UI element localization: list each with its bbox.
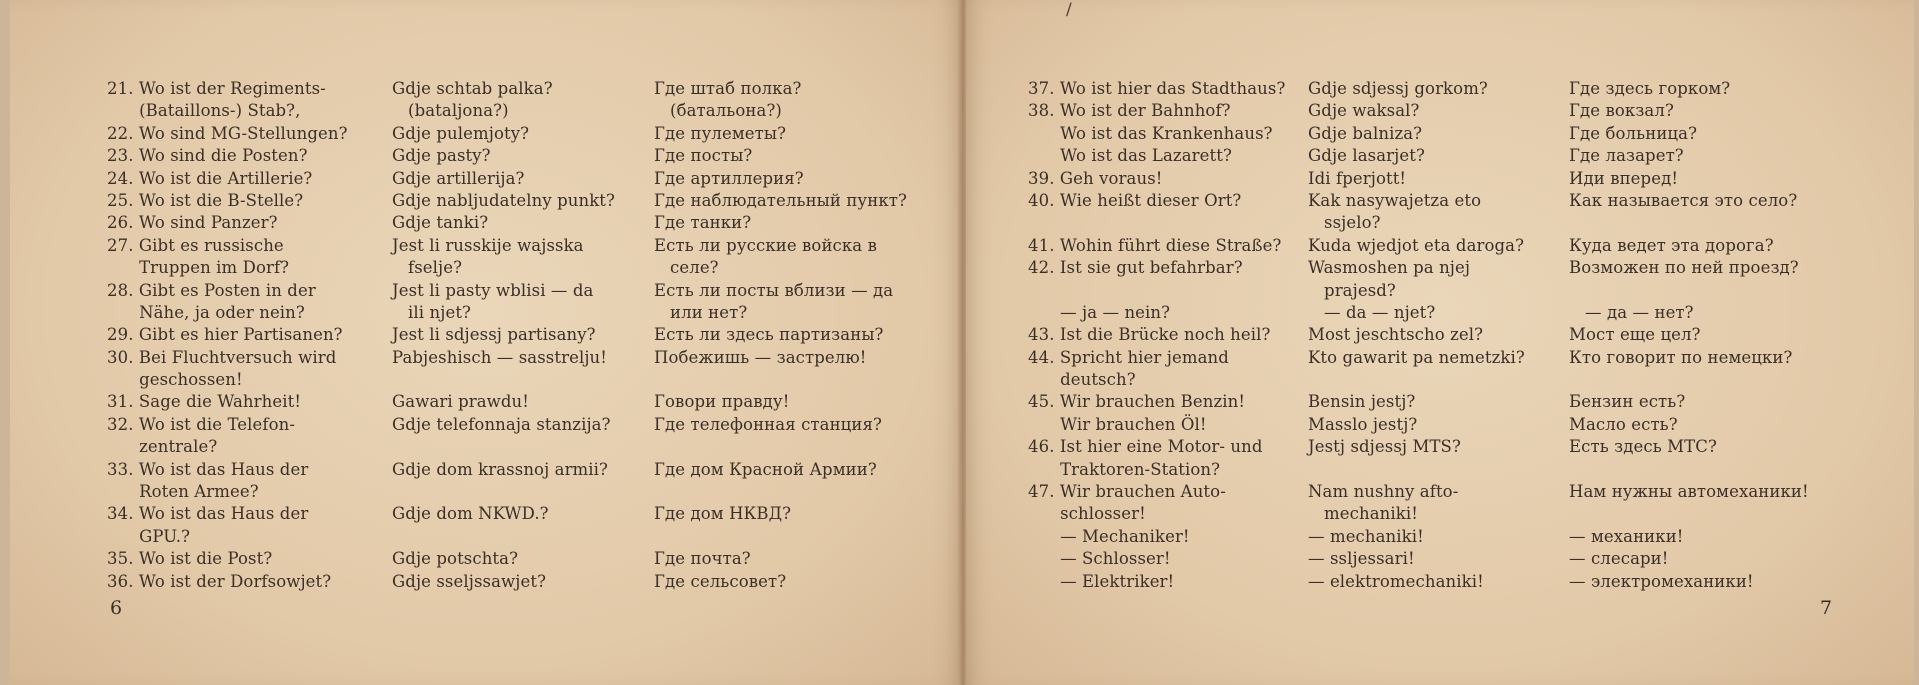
text-line: Кто говорит по немецки? <box>1569 347 1793 367</box>
text-line: Где танки? <box>654 213 752 233</box>
text-line <box>1028 212 1303 234</box>
text-line: 40. Wie heißt dieser Ort? <box>1028 190 1242 210</box>
text-line: 24. Wo ist die Artillerie? <box>107 168 313 188</box>
text-line: Где здесь горком? <box>1569 79 1731 98</box>
text-line: 43. Ist die Brücke noch heil? <box>1028 325 1271 345</box>
text-line: Masslo jestj? <box>1308 414 1418 434</box>
text-line: Jestj sdjessj MTS? <box>1308 437 1461 457</box>
text-line: 38. Wo ist der Bahnhof? <box>1028 101 1231 121</box>
text-line: Truppen im Dorf? <box>107 258 290 278</box>
text-line: Gdje waksal? <box>1308 101 1420 121</box>
text-line: ili njet? <box>392 302 471 322</box>
text-line: Как называется это село? <box>1569 190 1798 210</box>
text-line <box>654 369 954 391</box>
text-line: Где телефонная станция? <box>654 414 882 434</box>
text-line: Бензин есть? <box>1569 392 1686 412</box>
text-line: 34. Wo ist das Haus der <box>107 504 309 524</box>
text-line <box>392 436 662 458</box>
text-line: Gdje dom krassnoj armii? <box>392 459 609 479</box>
text-line: Где наблюдательный пункт? <box>654 190 907 210</box>
text-line: — ssljessari! <box>1308 549 1415 569</box>
text-line: 22. Wo sind MG-Stellungen? <box>107 123 348 143</box>
text-line <box>1569 459 1879 481</box>
transliteration-column <box>1308 78 1573 593</box>
text-line <box>654 526 954 548</box>
text-line: (Bataillons-) Stab?, <box>107 101 301 121</box>
text-line <box>1028 280 1303 302</box>
text-line: Gdje tanki? <box>392 213 489 233</box>
text-line: Pabjeshisch — sasstrelju! <box>392 347 608 367</box>
text-line: Где дом Красной Армии? <box>654 459 877 479</box>
text-line: Roten Armee? <box>107 482 259 502</box>
text-line: — da — njet? <box>1308 302 1436 322</box>
text-line: Где пулеметы? <box>654 123 787 143</box>
text-line: Масло есть? <box>1569 414 1678 434</box>
text-line: Говори правду! <box>654 392 790 412</box>
text-line: 39. Geh voraus! <box>1028 168 1163 188</box>
text-line: 35. Wo ist die Post? <box>107 549 273 569</box>
german-column <box>1028 78 1303 593</box>
text-line: 46. Ist hier eine Motor- und <box>1028 437 1263 457</box>
text-line: Traktoren-Station? <box>1028 459 1221 479</box>
text-line <box>1569 212 1879 234</box>
text-line: — слесари! <box>1569 549 1669 569</box>
text-line: 42. Ist sie gut befahrbar? <box>1028 258 1243 278</box>
text-line: geschossen! <box>107 370 243 390</box>
text-line: Где лазарет? <box>1569 146 1684 166</box>
text-line: 33. Wo ist das Haus der <box>107 459 309 479</box>
text-line: Wo ist das Lazarett? <box>1028 146 1232 166</box>
text-line: 45. Wir brauchen Benzin! <box>1028 392 1246 412</box>
text-line: Куда ведет эта дорога? <box>1569 235 1774 255</box>
text-line: — Schlosser! <box>1028 549 1171 569</box>
text-line: Gdje potschta? <box>392 549 519 569</box>
text-line: Nähe, ja oder nein? <box>107 302 305 322</box>
text-line: Gdje pulemjoty? <box>392 123 530 143</box>
text-line: 29. Gibt es hier Partisanen? <box>107 325 343 345</box>
text-line: 32. Wo ist die Telefon- <box>107 414 296 434</box>
text-line: — mechaniki! <box>1308 526 1424 546</box>
text-line: Есть ли здесь партизаны? <box>654 325 884 345</box>
text-line: селе? <box>654 258 719 278</box>
text-line: zentrale? <box>107 437 218 457</box>
page-number: 7 <box>1820 597 1833 619</box>
text-line <box>392 369 662 391</box>
text-line: Где посты? <box>654 146 753 166</box>
text-line: Gdje sdjessj gorkom? <box>1308 79 1488 98</box>
text-line: Gdje balniza? <box>1308 123 1423 143</box>
text-line: — elektromechaniki! <box>1308 571 1484 591</box>
text-line: 27. Gibt es russische <box>107 235 284 255</box>
text-line: Gdje artillerija? <box>392 168 525 188</box>
text-line: Где больница? <box>1569 123 1698 143</box>
text-line: Побежишь — застрелю! <box>654 347 867 367</box>
text-line: Gdje telefonnaja stanzija? <box>392 414 611 434</box>
text-line: — электромеханики! <box>1569 571 1754 591</box>
text-line: Kuda wjedjot eta daroga? <box>1308 235 1525 255</box>
text-line: Kak nasywajetza eto <box>1308 190 1482 210</box>
text-line: 30. Bei Fluchtversuch wird <box>107 347 337 367</box>
text-line: Gdje dom NKWD.? <box>392 504 549 524</box>
text-line: Jest li sdjessj partisany? <box>392 325 596 345</box>
text-line: Где артиллерия? <box>654 168 804 188</box>
text-line <box>654 436 954 458</box>
text-line: 41. Wohin führt diese Straße? <box>1028 235 1282 255</box>
text-line: Nam nushny afto- <box>1308 482 1459 502</box>
text-line: 47. Wir brauchen Auto- <box>1028 482 1226 502</box>
text-line <box>1569 369 1879 391</box>
text-line: 31. Sage die Wahrheit! <box>107 392 302 412</box>
text-line: Gdje nabljudatelny punkt? <box>392 190 615 210</box>
text-line: Gdje lasarjet? <box>1308 146 1425 166</box>
text-line: Wasmoshen pa njej <box>1308 258 1471 278</box>
text-line: — Elektriker! <box>1028 571 1175 591</box>
transliteration-column <box>392 78 662 593</box>
text-line <box>392 481 662 503</box>
text-line <box>1569 503 1879 525</box>
text-line: Most jeschtscho zel? <box>1308 325 1484 345</box>
text-line: deutsch? <box>1028 370 1136 390</box>
text-line: 23. Wo sind die Posten? <box>107 146 308 166</box>
text-line: Где сельсовет? <box>654 571 787 591</box>
text-line: 44. Spricht hier jemand <box>1028 347 1229 367</box>
text-line: Нам нужны автомеханики! <box>1569 482 1809 502</box>
text-line: Есть ли русские войска в <box>654 235 877 255</box>
text-line: Где почта? <box>654 549 751 569</box>
text-line <box>1569 280 1879 302</box>
text-line: Wir brauchen Öl! <box>1028 414 1207 434</box>
text-line: Есть здесь МТС? <box>1569 437 1717 457</box>
german-column <box>107 78 397 593</box>
text-line: Wo ist das Krankenhaus? <box>1028 123 1273 143</box>
text-line: Kto gawarit pa nemetzki? <box>1308 347 1525 367</box>
text-line: Есть ли посты вблизи — да <box>654 280 894 300</box>
text-line: 21. Wo ist der Regiments- <box>107 79 326 98</box>
text-line: Jest li pasty wblisi — da <box>392 280 594 300</box>
text-line: ssjelo? <box>1308 213 1381 233</box>
russian-column <box>654 78 954 593</box>
text-line <box>392 526 662 548</box>
text-line: Gdje sseljssawjet? <box>392 571 547 591</box>
text-line <box>1308 369 1573 391</box>
text-line: (батальона?) <box>654 101 782 121</box>
text-line: — ja — nein? <box>1028 302 1171 322</box>
text-line: prajesd? <box>1308 280 1396 300</box>
text-line: 25. Wo ist die B-Stelle? <box>107 190 304 210</box>
right-page <box>966 0 1914 685</box>
text-line: fselje? <box>392 258 463 278</box>
page-number: 6 <box>110 597 123 619</box>
text-line: 28. Gibt es Posten in der <box>107 280 316 300</box>
text-line: GPU.? <box>107 526 191 546</box>
text-line: — механики! <box>1569 526 1684 546</box>
text-line: Возможен по ней проезд? <box>1569 258 1799 278</box>
text-line: Иди вперед! <box>1569 168 1679 188</box>
text-line: 26. Wo sind Panzer? <box>107 213 278 233</box>
text-line: Где штаб полка? <box>654 79 802 98</box>
text-line: — да — нет? <box>1569 302 1694 322</box>
text-line: Gdje schtab palka? <box>392 79 553 98</box>
pencil-mark: / <box>1066 0 1072 20</box>
text-line: Jest li russkije wajsska <box>392 235 584 255</box>
text-line: Idi fperjott! <box>1308 168 1407 188</box>
text-line <box>654 481 954 503</box>
text-line <box>1308 459 1573 481</box>
text-line: Где дом НКВД? <box>654 504 792 524</box>
text-line: 37. Wo ist hier das Stadthaus? <box>1028 79 1286 98</box>
text-line: или нет? <box>654 302 748 322</box>
text-line: schlosser! <box>1028 504 1146 524</box>
russian-column <box>1569 78 1879 593</box>
text-line: — Mechaniker! <box>1028 526 1190 546</box>
text-line: Bensin jestj? <box>1308 392 1416 412</box>
text-line: 36. Wo ist der Dorfsowjet? <box>107 571 332 591</box>
text-line: Gawari prawdu! <box>392 392 530 412</box>
text-line: Где вокзал? <box>1569 101 1674 121</box>
text-line: mechaniki! <box>1308 504 1418 524</box>
text-line: Мост еще цел? <box>1569 325 1701 345</box>
left-page <box>10 0 960 685</box>
text-line: Gdje pasty? <box>392 146 491 166</box>
text-line: (bataljona?) <box>392 101 509 121</box>
